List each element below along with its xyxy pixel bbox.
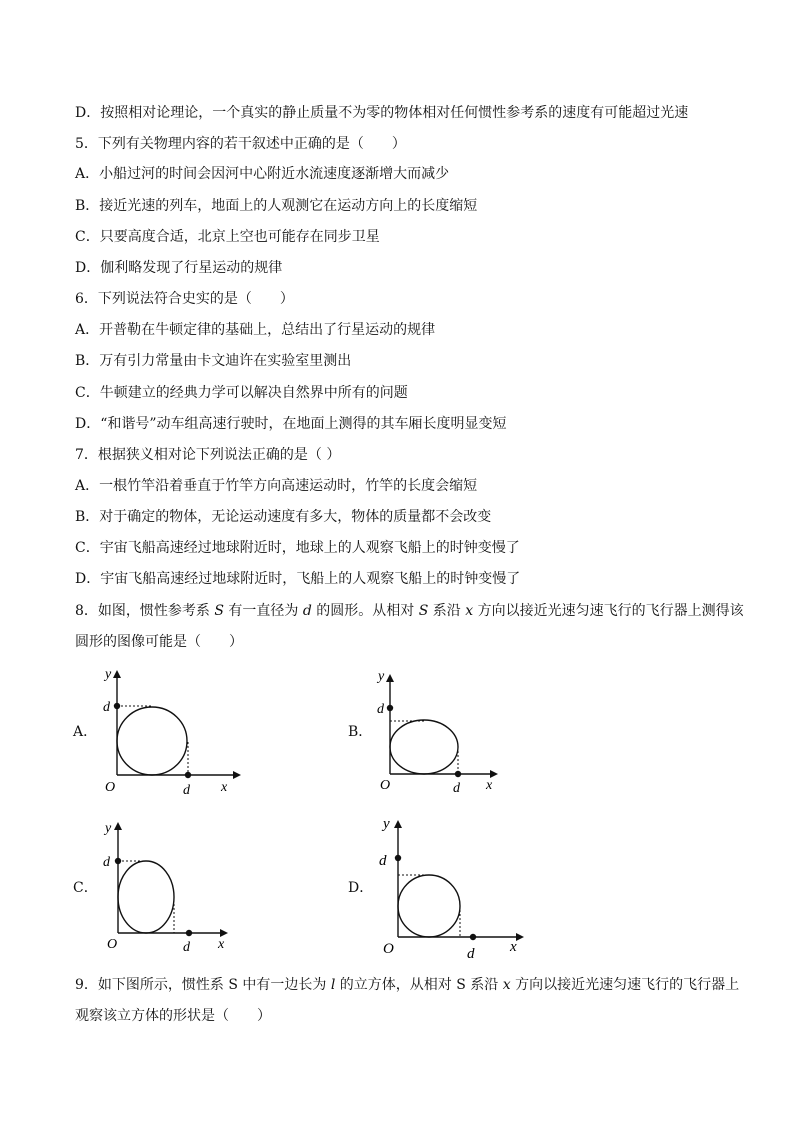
d-label: d	[183, 783, 190, 798]
q5-option-d: D．伽利略发现了行星运动的规律	[75, 260, 283, 276]
x-axis-label: x	[218, 937, 225, 952]
y-axis-label: y	[105, 667, 112, 682]
q9-stem-line2: 观察该立方体的形状是（ ）	[75, 1008, 271, 1024]
q7-option-d: D．宇宙飞船高速经过地球附近时，飞船上的人观察飞船上的时钟变慢了	[75, 571, 521, 587]
y-axis-label: y	[378, 669, 385, 684]
q7-stem: 7．根据狭义相对论下列说法正确的是（ ）	[75, 447, 341, 463]
q8-stem-line1: 8．如图，惯性参考系 S 有一直径为 d 的圆形。从相对 S 系沿 x 方向以接近光速匀速飞行的飞行器上测得该	[75, 603, 744, 619]
d-label: d	[103, 855, 110, 870]
x-axis-label: x	[510, 939, 517, 955]
d-label: d	[377, 702, 384, 717]
x-axis-label: x	[221, 780, 228, 795]
origin-label: O	[383, 941, 394, 957]
d-label: d	[103, 700, 110, 715]
y-axis-label: y	[105, 821, 112, 836]
q7-option-b: B．对于确定的物体，无论运动速度有多大，物体的质量都不会改变	[75, 509, 492, 525]
option-a-label: A．	[73, 724, 98, 740]
q9-stem-line1: 9．如下图所示，惯性系 S 中有一边长为 l 的立方体，从相对 S 系沿 x 方向以接近光速匀速飞行的飞行器上	[75, 977, 740, 993]
q5-stem: 5．下列有关物理内容的若干叙述中正确的是（ ）	[75, 136, 406, 152]
d-label: d	[183, 940, 190, 955]
q6-option-b: B．万有引力常量由卡文迪许在实验室里测出	[75, 353, 352, 369]
d-label: d	[467, 946, 475, 960]
option-b-graph	[366, 660, 516, 800]
option-c-label: C．	[73, 880, 98, 896]
x-axis-label: x	[486, 778, 493, 793]
q6-option-a: A．开普勒在牛顿定律的基础上，总结出了行星运动的规律	[75, 322, 436, 338]
option-a-graph	[95, 660, 245, 800]
origin-label: O	[105, 780, 116, 795]
q4-option-d: D．按照相对论理论，一个真实的静止质量不为零的物体相对任何惯性参考系的速度有可能超过光速	[75, 105, 689, 121]
q5-option-a: A．小船过河的时间会因河中心附近水流速度逐渐增大而减少	[75, 166, 450, 182]
option-b-label: B．	[348, 724, 373, 740]
q5-option-c: C．只要高度合适，北京上空也可能存在同步卫星	[75, 229, 380, 245]
option-d-graph	[374, 810, 534, 960]
option-d-label: D．	[348, 880, 374, 896]
q7-option-a: A．一根竹竿沿着垂直于竹竿方向高速运动时，竹竿的长度会缩短	[75, 478, 478, 494]
q5-option-b: B．接近光速的列车，地面上的人观测它在运动方向上的长度缩短	[75, 198, 478, 214]
option-c-graph	[96, 812, 236, 958]
d-label: d	[453, 781, 460, 796]
origin-label: O	[380, 778, 391, 793]
y-axis-label: y	[383, 816, 390, 832]
origin-label: O	[107, 937, 118, 952]
d-label: d	[379, 853, 387, 869]
q6-option-d: D．“和谐号”动车组高速行驶时，在地面上测得的其车厢长度明显变短	[75, 416, 507, 432]
q6-option-c: C．牛顿建立的经典力学可以解决自然界中所有的问题	[75, 385, 408, 401]
q7-option-c: C．宇宙飞船高速经过地球附近时，地球上的人观察飞船上的时钟变慢了	[75, 540, 520, 556]
q6-stem: 6．下列说法符合史实的是（ ）	[75, 291, 294, 307]
q8-stem-line2: 圆形的图像可能是（ ）	[75, 634, 243, 650]
